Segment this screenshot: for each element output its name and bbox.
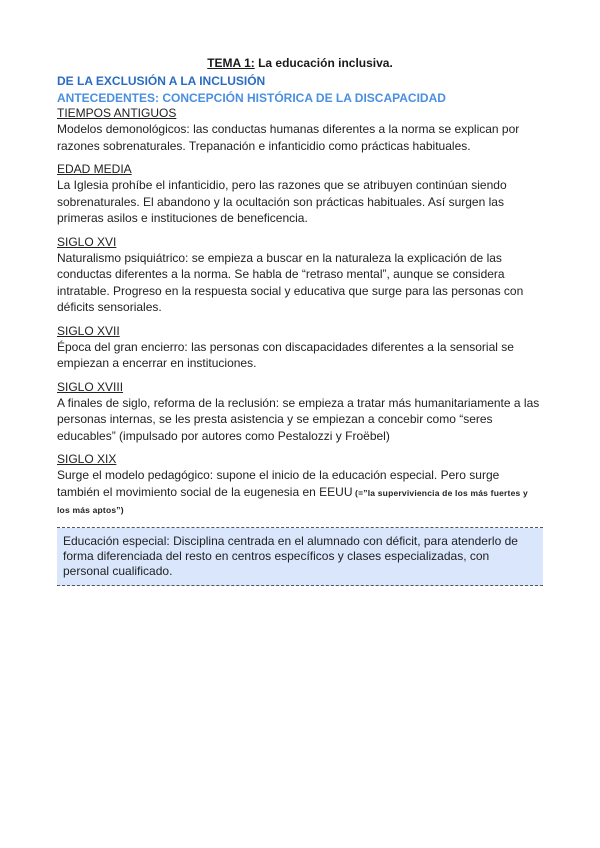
section-siglo-xix: [57, 452, 543, 519]
section-text: La Iglesia prohíbe el infanticidio, pero las razones que se atribuyen continúan siendo sobrenaturales. El abandono y la ocultación son prácticas habituales. Así surgen las primeras asilos e instituciones de beneficencia.: [57, 178, 507, 225]
section-heading: SIGLO XVIII: [57, 379, 124, 394]
section-siglo-xvi: [57, 235, 543, 316]
section-heading: TIEMPOS ANTIGUOS: [57, 106, 177, 120]
section-text-wrapper: [57, 467, 543, 519]
section-tiempos-antiguos: [57, 106, 543, 154]
section-text: Naturalismo psiquiátrico: se empieza a buscar en la naturaleza la explicación de las conductas diferentes a la norma. Se habla de “retraso mental”, aunque se considera intratable. Progreso en la respuesta social y educativa que surge para las personas con déficits sensoriales.: [57, 250, 524, 314]
section-heading: EDAD MEDIA: [57, 162, 132, 176]
section-heading: SIGLO XIX: [57, 452, 117, 466]
document-content: [57, 56, 543, 586]
section-edad-media: [57, 162, 543, 227]
section-heading: SIGLO XVII: [57, 323, 120, 338]
title-text: La educación inclusiva.: [254, 56, 393, 70]
document-title: [57, 56, 543, 71]
section-text: A finales de siglo, reforma de la reclusión: se empieza a tratar más humanitariamente a las personas internas, se les presta asistencia y se empiezan a concebir como “seres educables” (impulsado por autores como Pestalozzi y Froëbel): [57, 395, 540, 443]
section-note: (=”la superviviencia de los más fuertes y los más aptos”): [57, 487, 528, 515]
section-siglo-xviii: [57, 380, 543, 445]
section-text: Época del gran encierro: las personas con discapacidades diferentes a la sensorial se empiezan a encerrar en instituciones.: [57, 339, 514, 370]
title-prefix: TEMA 1:: [207, 56, 255, 70]
main-heading: DE LA EXCLUSIÓN A LA INCLUSIÓN: [57, 74, 266, 88]
sub-heading: ANTECEDENTES: CONCEPCIÓN HISTÓRICA DE LA DISCAPACIDAD: [57, 91, 446, 105]
section-text: Surge el modelo pedagógico: supone el inicio de la educación especial. Pero surge también el movimiento social de la eugenesia en EEUU: [57, 468, 500, 499]
section-siglo-xvii: [57, 324, 543, 372]
section-heading: SIGLO XVI: [57, 234, 117, 249]
section-text: Modelos demonológicos: las conductas humanas diferentes a la norma se explican por razones sobrenaturales. Trepanación e infanticidio como prácticas habituales.: [57, 122, 520, 153]
definition-callout: Educación especial: Disciplina centrada en el alumnado con déficit, para atenderlo de forma diferenciada del resto en centros específicos y clases especializadas, con personal cualificado.: [57, 528, 543, 586]
